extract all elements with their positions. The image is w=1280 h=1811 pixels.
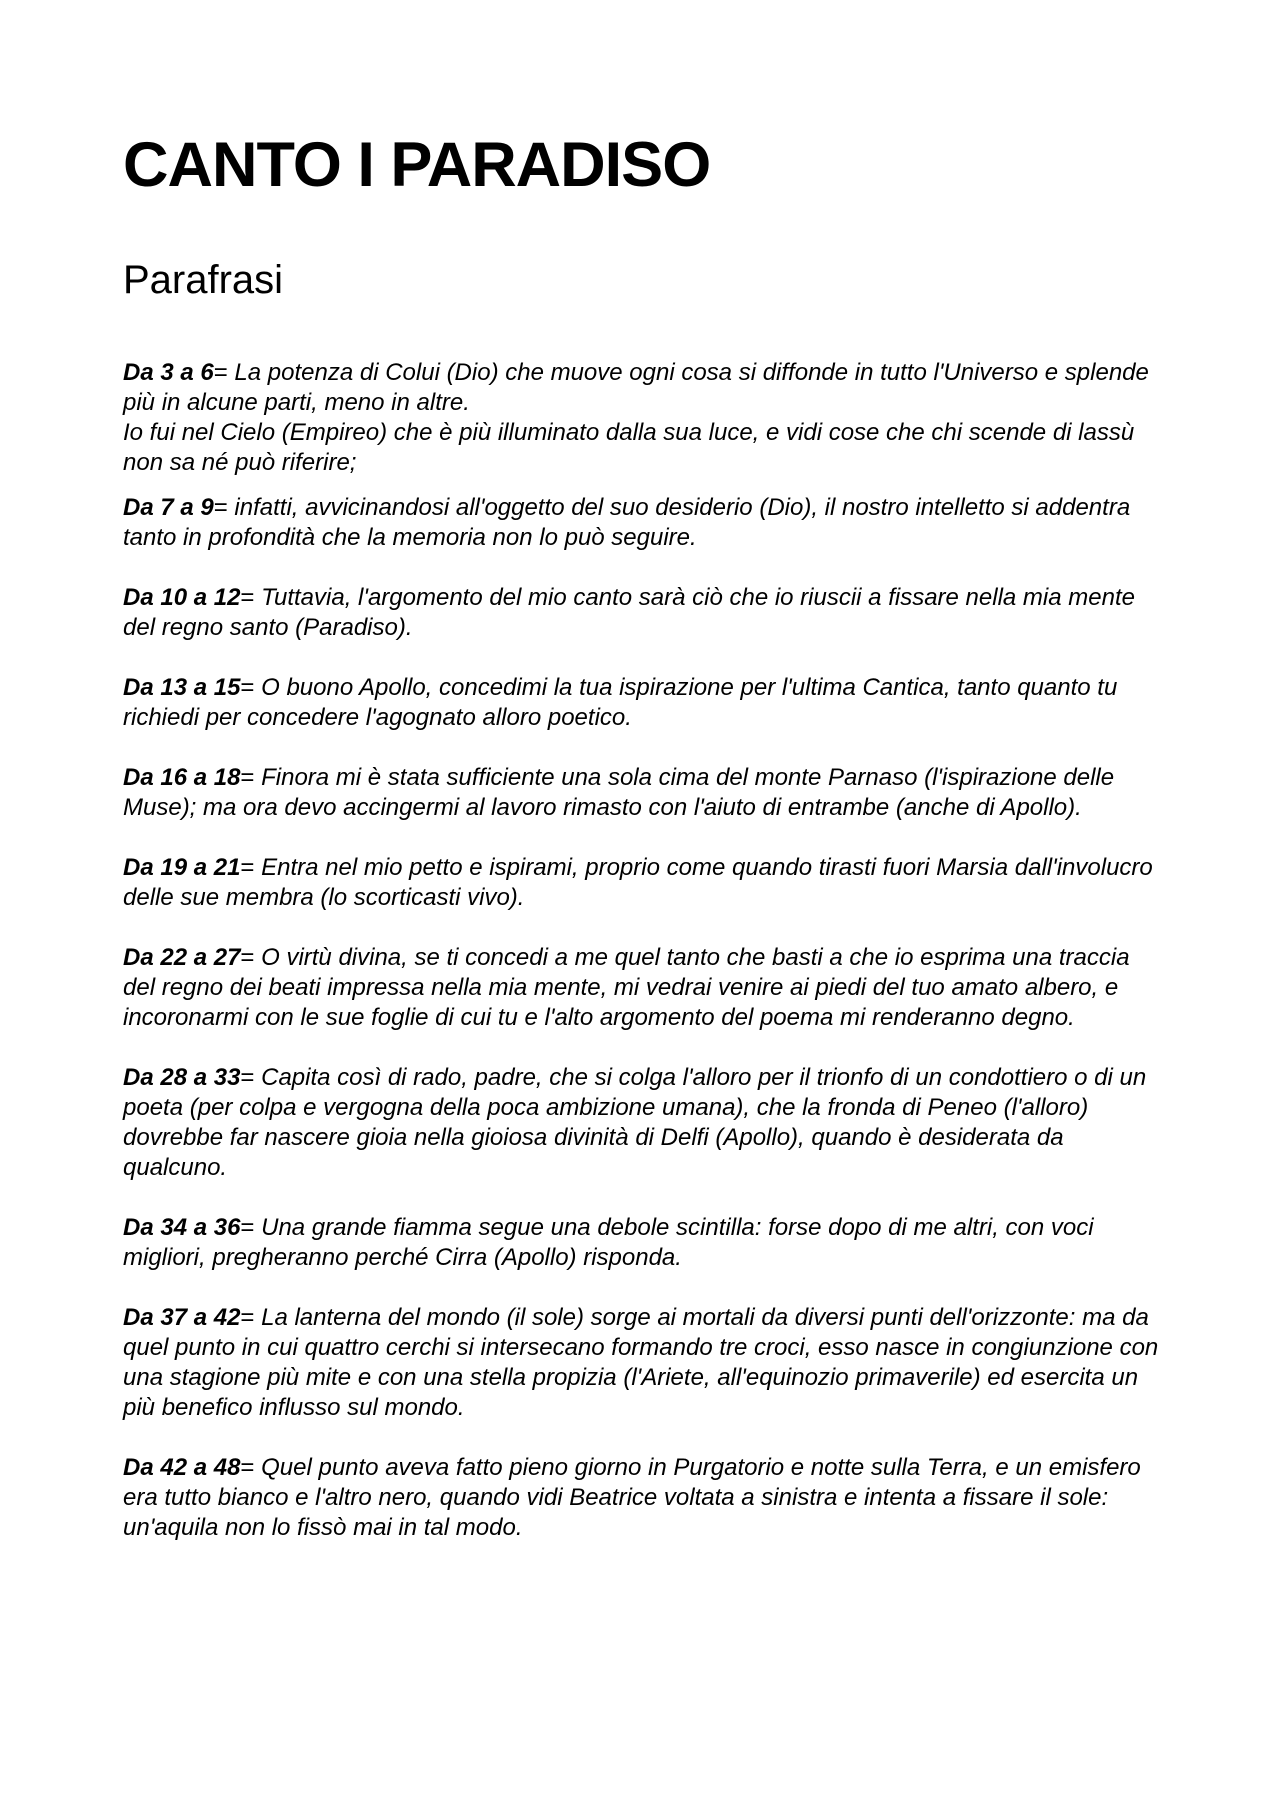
paraphrase-entry (123, 583, 1163, 643)
equals-sign: = (240, 1064, 255, 1091)
equals-sign: = (213, 359, 228, 386)
paraphrase-entry (123, 673, 1163, 733)
verse-reference: Da 19 a 21 (123, 854, 241, 881)
paraphrase-text: La lanterna del mondo (il sole) sorge ai mortali da diversi punti dell'orizzonte: ma da quel punto in cui quattro cerchi si intersecano formando tre croci, esso nasce in congiunzione con una stagione più mite e con una stella propizia (l'Ariete, all'equinozio primaverile) ed esercita un più benefico influsso sul mondo. (123, 1304, 1159, 1421)
verse-reference: Da 16 a 18 (123, 764, 241, 791)
section-subtitle: Parafrasi (123, 258, 284, 302)
paraphrase-entry (123, 763, 1163, 823)
paraphrase-text: Una grande fiamma segue una debole scintilla: forse dopo di me altri, con voci migliori, pregheranno perché Cirra (Apollo) risponda. (123, 1214, 1094, 1271)
paraphrase-entry (123, 1063, 1163, 1183)
equals-sign: = (240, 854, 255, 881)
verse-reference: Da 7 a 9 (123, 494, 214, 521)
paraphrase-text: Quel punto aveva fatto pieno giorno in Purgatorio e notte sulla Terra, e un emisfero era tutto bianco e l'altro nero, quando vidi Beatrice voltata a sinistra e intenta a fissare il sole: un'aquila non lo fissò mai in tal modo. (123, 1454, 1141, 1541)
paraphrase-entry (123, 1213, 1163, 1273)
page-title: CANTO I PARADISO (123, 130, 711, 200)
paraphrase-entry (123, 1303, 1163, 1423)
paraphrase-entry (123, 493, 1163, 553)
paraphrase-text-continued: Io fui nel Cielo (Empireo) che è più illuminato dalla sua luce, e vidi cose che chi scende di lassù non sa né può riferire; (123, 419, 1135, 476)
paraphrase-text: O buono Apollo, concedimi la tua ispirazione per l'ultima Cantica, tanto quanto tu richiedi per concedere l'agognato alloro poetico. (123, 674, 1118, 731)
paraphrase-entry (123, 943, 1163, 1033)
verse-reference: Da 37 a 42 (123, 1304, 241, 1331)
equals-sign: = (240, 764, 255, 791)
document-page (123, 122, 1163, 1573)
verse-reference: Da 42 a 48 (123, 1454, 241, 1481)
equals-sign: = (240, 1214, 255, 1241)
verse-reference: Da 34 a 36 (123, 1214, 241, 1241)
equals-sign: = (240, 674, 255, 701)
equals-sign: = (240, 944, 255, 971)
paraphrase-entry (123, 853, 1163, 913)
paraphrase-text: O virtù divina, se ti concedi a me quel tanto che basti a che io esprima una traccia del regno dei beati impressa nella mia mente, mi vedrai venire ai piedi del tuo amato albero, e incoronarmi con le sue foglie di cui tu e l'alto argomento del poema mi renderanno degno. (123, 944, 1130, 1031)
paraphrase-list (123, 358, 1163, 1543)
equals-sign: = (240, 1304, 255, 1331)
paraphrase-text: infatti, avvicinandosi all'oggetto del suo desiderio (Dio), il nostro intelletto si addentra tanto in profondità che la memoria non lo può seguire. (123, 494, 1131, 551)
paraphrase-entry (123, 1453, 1163, 1543)
equals-sign: = (213, 494, 228, 521)
paraphrase-text: Tuttavia, l'argomento del mio canto sarà ciò che io riuscii a fissare nella mia mente del regno santo (Paradiso). (123, 584, 1135, 641)
equals-sign: = (240, 1454, 255, 1481)
paraphrase-entry (123, 358, 1163, 478)
verse-reference: Da 22 a 27 (123, 944, 241, 971)
verse-reference: Da 3 a 6 (123, 359, 214, 386)
paraphrase-text: Entra nel mio petto e ispirami, proprio come quando tirasti fuori Marsia dall'involucro delle sue membra (lo scorticasti vivo). (123, 854, 1153, 911)
verse-reference: Da 10 a 12 (123, 584, 241, 611)
equals-sign: = (240, 584, 255, 611)
verse-reference: Da 28 a 33 (123, 1064, 241, 1091)
paraphrase-text: La potenza di Colui (Dio) che muove ogni cosa si diffonde in tutto l'Universo e splende più in alcune parti, meno in altre. (123, 359, 1149, 416)
verse-reference: Da 13 a 15 (123, 674, 241, 701)
paraphrase-text: Finora mi è stata sufficiente una sola cima del monte Parnaso (l'ispirazione delle Muse); ma ora devo accingermi al lavoro rimasto con l'aiuto di entrambe (anche di Apollo). (123, 764, 1115, 821)
paraphrase-text: Capita così di rado, padre, che si colga l'alloro per il trionfo di un condottiero o di un poeta (per colpa e vergogna della poca ambizione umana), che la fronda di Peneo (l'alloro) dovrebbe far nascere gioia nella gioiosa divinità di Delfi (Apollo), quando è desiderata da qualcuno. (123, 1064, 1147, 1181)
